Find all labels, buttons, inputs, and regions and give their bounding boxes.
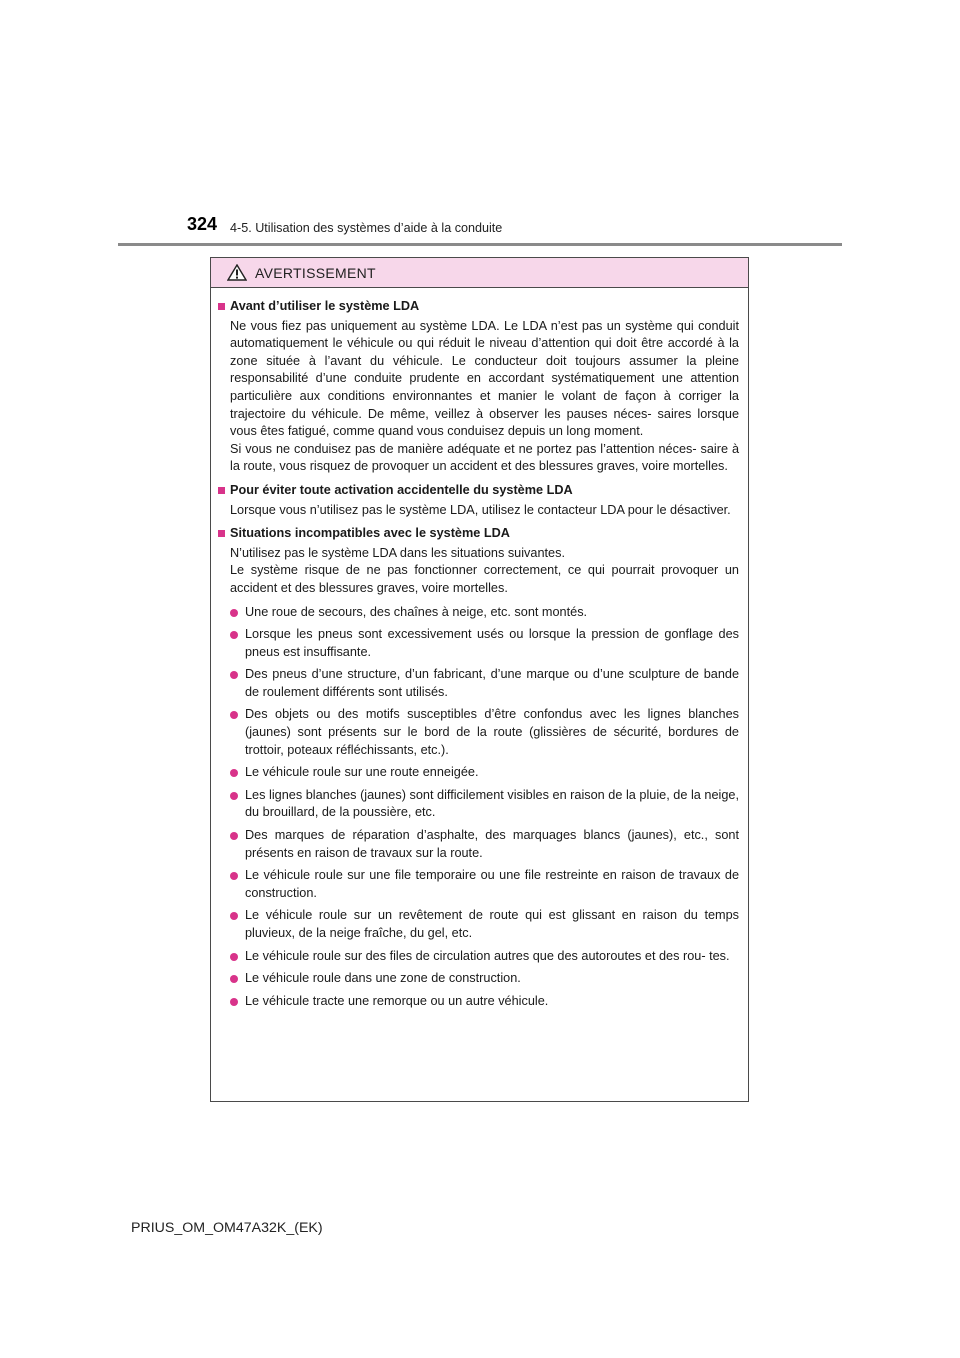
- section-avant-utiliser: [218, 298, 741, 476]
- paragraph: Lorsque vous n’utilisez pas le système LDA, utilisez le contacteur LDA pour le désactiver.: [230, 502, 731, 517]
- round-bullet-icon: [230, 769, 238, 777]
- paragraph: Si vous ne conduisez pas de manière adéquate et ne portez pas l’attention néces- saire à la route, vous risquez de provoquer un accident et des blessures graves, voire mortelles.: [230, 441, 739, 474]
- list-item: Le véhicule roule sur une route enneigée.: [218, 764, 741, 782]
- list-item: Le véhicule tracte une remorque ou un autre véhicule.: [218, 993, 741, 1011]
- square-bullet-icon: [218, 487, 225, 494]
- list-item: Une roue de secours, des chaînes à neige, etc. sont montés.: [218, 604, 741, 622]
- square-bullet-icon: [218, 303, 225, 310]
- list-item: Le véhicule roule sur un revêtement de route qui est glissant en raison du temps pluvieux, de la neige fraîche, du gel, etc.: [218, 907, 741, 942]
- round-bullet-icon: [230, 998, 238, 1006]
- list-item: Lorsque les pneus sont excessivement usés ou lorsque la pression de gonflage des pneus est insuffisante.: [218, 626, 741, 661]
- paragraph: Ne vous fiez pas uniquement au système LDA. Le LDA n’est pas un système qui conduit automatiquement le véhicule ou qui réduit le niveau d’attention qui doit être accordé à la zone située à l’avant du véhicule. Le conducteur doit toujours assumer la pleine responsabilité d’une conduite prudente en accordant systématiquement une attention particulière aux conditions environnantes et manier le volant de façon à corriger la trajectoire du véhicule. De même, veillez à observer les pauses néces- saires lorsque vous êtes fatigué, comme quand vous conduisez depuis un long moment.: [230, 318, 739, 439]
- page-number: 324: [187, 214, 218, 234]
- document-code: PRIUS_OM_OM47A32K_(EK): [131, 1220, 323, 1236]
- list-item: Le véhicule roule sur des files de circulation autres que des autoroutes et des rou- tes.: [218, 948, 741, 966]
- round-bullet-icon: [230, 872, 238, 880]
- warning-body: [211, 288, 748, 1010]
- round-bullet-icon: [230, 631, 238, 639]
- section-heading: Situations incompatibles avec le système LDA: [218, 525, 741, 543]
- header-divider: [118, 243, 842, 246]
- section-heading: Pour éviter toute activation accidentelle du système LDA: [218, 482, 741, 500]
- round-bullet-icon: [230, 975, 238, 983]
- round-bullet-icon: [230, 792, 238, 800]
- round-bullet-icon: [230, 711, 238, 719]
- round-bullet-icon: [230, 953, 238, 961]
- list-item: Les lignes blanches (jaunes) sont difficilement visibles en raison de la pluie, de la neige, du brouillard, de la poussière, etc.: [218, 787, 741, 822]
- round-bullet-icon: [230, 671, 238, 679]
- warning-triangle-icon: [227, 264, 247, 281]
- section-situations-incompatibles: [218, 525, 741, 1010]
- round-bullet-icon: [230, 609, 238, 617]
- list-item: Des pneus d’une structure, d’un fabricant, d’une marque ou d’une sculpture de bande de roulement différents sont utilisés.: [218, 666, 741, 701]
- round-bullet-icon: [230, 912, 238, 920]
- paragraph: Le système risque de ne pas fonctionner correctement, ce qui pourrait provoquer un accident et des blessures graves, voire mortelles.: [230, 563, 739, 595]
- round-bullet-icon: [230, 832, 238, 840]
- warning-header: [211, 258, 748, 288]
- section-heading: Avant d’utiliser le système LDA: [218, 298, 741, 316]
- warning-box: [210, 257, 749, 1102]
- list-item: Des marques de réparation d’asphalte, des marquages blancs (jaunes), etc., sont présents en raison de travaux sur la route.: [218, 827, 741, 862]
- list-item: Des objets ou des motifs susceptibles d’être confondus avec les lignes blanches (jaunes) sont présents sur le bord de la route (glissières de sécurité, bordures de trottoir, poteaux réfléchissants, etc.).: [218, 706, 741, 759]
- warning-title: AVERTISSEMENT: [255, 264, 376, 281]
- paragraph: N’utilisez pas le système LDA dans les situations suivantes.: [230, 545, 565, 560]
- section-title: 4-5. Utilisation des systèmes d’aide à la conduite: [230, 221, 503, 235]
- section-eviter-activation: [218, 482, 741, 519]
- list-item: Le véhicule roule sur une file temporaire ou une file restreinte en raison de travaux de construction.: [218, 867, 741, 902]
- square-bullet-icon: [218, 530, 225, 537]
- list-item: Le véhicule roule dans une zone de construction.: [218, 970, 741, 988]
